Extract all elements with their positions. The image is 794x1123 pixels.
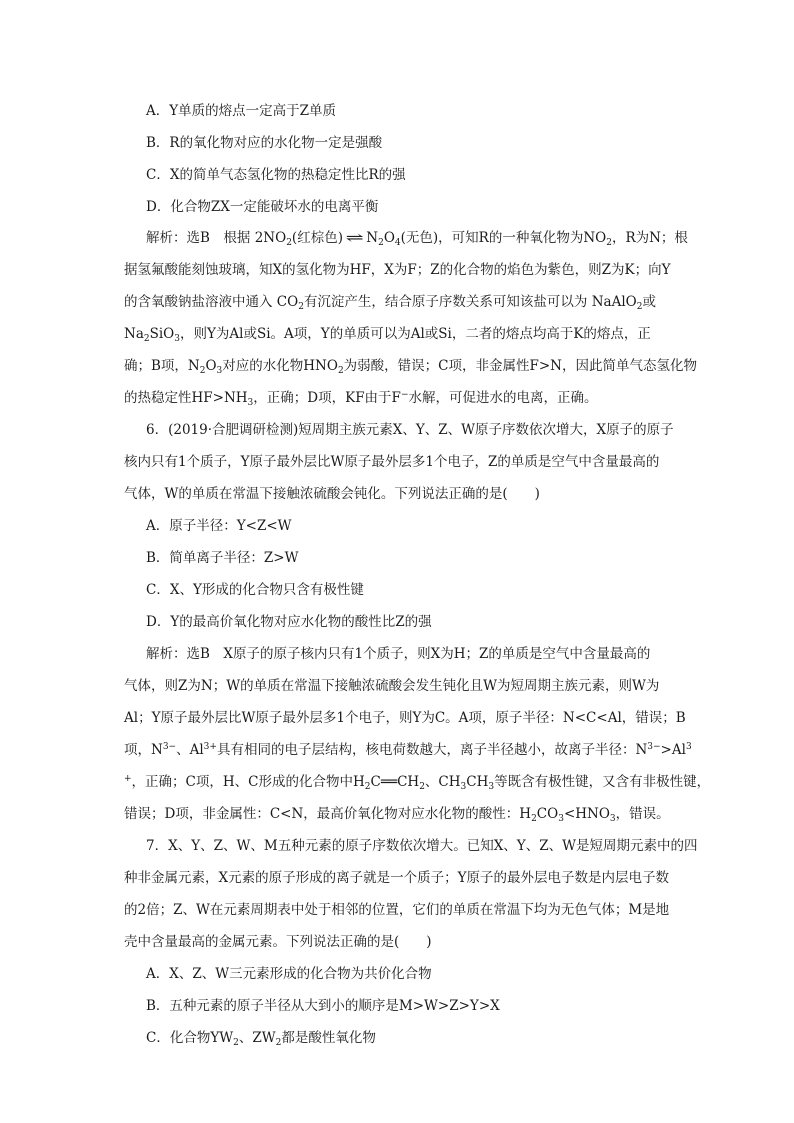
q5-solution-line-1: 解析：选B 根据 $2NO_2$(红棕色) ⇌ $N_2O_4$(无色)，可知R的一种氧化物为$NO_2$，R为N；根 — [146, 230, 688, 248]
q5-option-b: B．R的氧化物对应的水化物一定是强酸 — [146, 135, 383, 151]
q6-solution-line-4: 项，$N^{3-}$、$Al^{3+}$具有相同的电子层结构，核电荷数越大，离子半径越小，故离子半径：$N^{3-}>Al^3$ — [124, 742, 692, 758]
q6-option-c: C．X、Y形成的化合物只含有极性键 — [146, 582, 364, 598]
q7-option-b: B．五种元素的原子半径从大到小的顺序是M>W>Z>Y>X — [146, 998, 500, 1014]
q7-option-a: A．X、Z、W三元素形成的化合物为共价化合物 — [146, 966, 432, 982]
q7-option-c: C．化合物$YW_2$、$ZW_2$都是酸性氧化物 — [146, 1030, 376, 1048]
equilibrium-arrow-icon: ⇌ — [345, 230, 364, 246]
q6-option-d: D．Y的最高价氧化物对应水化物的酸性比Z的强 — [146, 614, 432, 630]
q5-solution-line-3: 的含氧酸钠盐溶液中通入 $CO_2$有沉淀产生，结合原子序数关系可知该盐可以为 NaAlO$_2$或 — [124, 294, 656, 312]
q5-option-c: C．X的简单气态氢化物的热稳定性比R的强 — [146, 167, 406, 183]
q6-option-a: A．原子半径：Y<Z<W — [146, 518, 292, 534]
q7-stem-line-2: 种非金属元素，X元素的原子形成的离子就是一个质子；Y原子的最外层电子数是内层电子数 — [124, 870, 670, 886]
q6-solution-line-6: 错误；D项，非金属性：C<N，最高价氧化物对应水化物的酸性：$H_2CO_3<HNO_3$，错误。 — [124, 806, 670, 824]
q5-option-d: D．化合物ZX一定能破坏水的电离平衡 — [146, 199, 379, 215]
q5-solution-line-4: $Na_2SiO_3$，则Y为Al或Si。A项，Y的单质可以为Al或Si，二者的熔点均高于K的熔点，正 — [124, 326, 651, 344]
q5-solution-line-5: 确；B项，$N_2O_3$对应的水化物$HNO_2$为弱酸，错误；C项，非金属性F>N，因此简单气态氢化物 — [124, 358, 697, 376]
q6-option-b: B．简单离子半径：Z>W — [146, 550, 299, 566]
q6-solution-line-1: 解析：选B X原子的原子核内只有1个质子，则X为H；Z的单质是空气中含量最高的 — [146, 646, 651, 662]
q6-stem-line-2: 核内只有1个质子，Y原子最外层比W原子最外层多1个电子，Z的单质是空气中含量最高的 — [124, 454, 660, 470]
q7-stem-line-3: 的2倍；Z、W在元素周期表中处于相邻的位置，它们的单质在常温下均为无色气体；M是地 — [124, 902, 670, 918]
q5-solution-line-6: 的热稳定性$HF>NH_3$，正确；D项，KF由于F−水解，可促进水的电离，正确。 — [124, 390, 598, 408]
q7-stem-line-1: 7．X、Y、Z、W、M五种元素的原子序数依次增大。已知X、Y、Z、W是短周期元素中的四 — [146, 838, 698, 854]
q6-solution-line-2: 气体，则Z为N；W的单质在常温下接触浓硫酸会发生钝化且W为短周期主族元素，则W为 — [124, 678, 660, 694]
q5-option-a: A．Y单质的熔点一定高于Z单质 — [146, 103, 337, 119]
q5-solution-line-2: 据氢氟酸能刻蚀玻璃，知X的氢化物为HF，X为F；Z的化合物的焰色为紫色，则Z为K；向Y — [124, 262, 671, 278]
q6-stem-line-1: 6．(2019·合肥调研检测)短周期主族元素X、Y、Z、W原子序数依次增大，X原子的原子 — [146, 422, 674, 438]
q7-stem-line-4: 壳中含量最高的金属元素。下列说法正确的是( ) — [124, 934, 432, 950]
q6-solution-line-3: Al；Y原子最外层比W原子最外层多1个电子，则Y为C。A项，原子半径：N<C<Al，错误；B — [124, 710, 686, 726]
q6-stem-line-3: 气体，W的单质在常温下接触浓硫酸会钝化。下列说法正确的是( ) — [124, 486, 540, 502]
q6-solution-line-5: +，正确；C项，H、C形成的化合物中$H_2C══CH_2$、$CH_3CH_3$等既含有极性键，又含有非极性键， — [124, 774, 711, 792]
